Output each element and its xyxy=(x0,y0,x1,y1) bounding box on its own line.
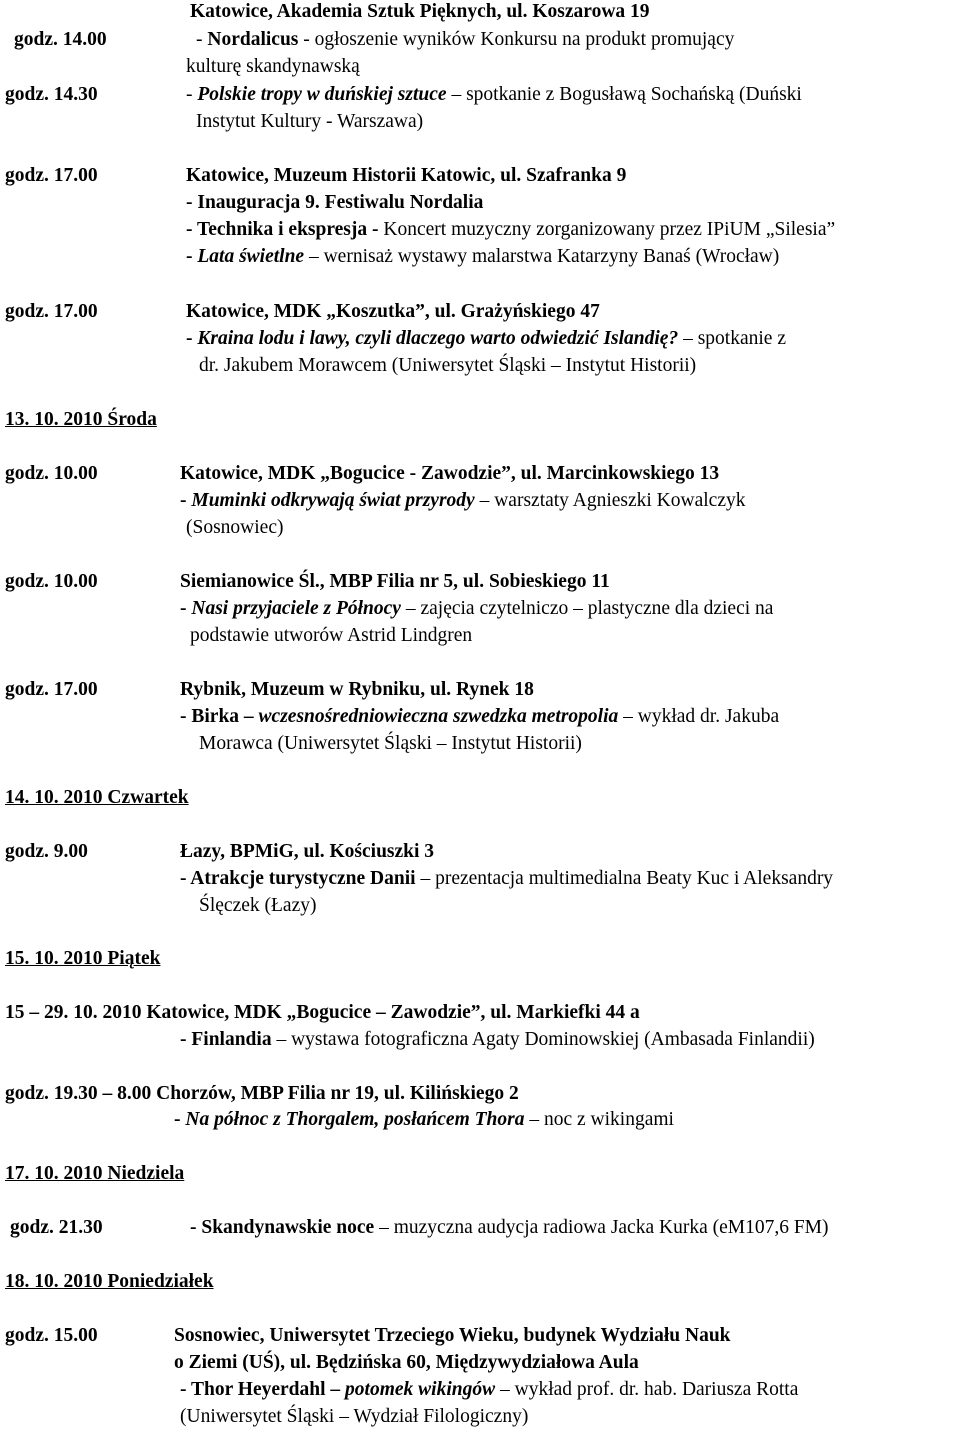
event-time: godz. 17.00 xyxy=(5,679,98,700)
event-time: godz. 14.00 xyxy=(14,29,107,50)
event-title: - Birka – xyxy=(180,706,259,727)
event-title: Lata świetlne xyxy=(197,246,305,267)
event-time: godz. 10.00 xyxy=(5,463,98,484)
event-title: - Skandynawskie noce xyxy=(190,1217,375,1238)
event-time: godz. 10.00 xyxy=(5,571,98,592)
event-time: godz. 17.00 xyxy=(5,165,98,186)
event-title: Na północ z Thorgalem, posłańcem Thora xyxy=(185,1109,525,1130)
dash: - xyxy=(186,246,198,267)
event-line xyxy=(180,1378,798,1402)
event-desc: – spotkanie z xyxy=(678,328,786,349)
event-line-cont: Ślęczek (Łazy) xyxy=(199,895,317,916)
event-title: Nasi przyjaciele z Północy xyxy=(191,598,401,619)
event-title: Kraina lodu i lawy, czyli dlaczego warto odwiedzić Islandię? xyxy=(197,328,679,349)
event-line-cont: dr. Jakubem Morawcem (Uniwersytet Śląski – Instytut Historii) xyxy=(199,355,697,376)
event-title: Nordalicus xyxy=(207,29,299,50)
event-line-cont: Instytut Kultury - Warszawa) xyxy=(196,111,424,132)
event-title: - Atrakcje turystyczne Danii xyxy=(180,868,416,889)
dash: - xyxy=(196,29,208,50)
event-time: godz. 17.00 xyxy=(5,301,98,322)
event-venue: Siemianowice Śl., MBP Filia nr 5, ul. Sobieskiego 11 xyxy=(180,571,610,592)
event-desc: Koncert muzyczny zorganizowany przez IPiUM „Silesia” xyxy=(378,219,836,240)
event-venue: Rybnik, Muzeum w Rybniku, ul. Rynek 18 xyxy=(180,679,534,700)
event-desc: – muzyczna audycja radiowa Jacka Kurka (eM107,6 FM) xyxy=(374,1217,829,1238)
dash: - xyxy=(186,84,198,105)
event-line xyxy=(186,83,802,107)
event-line xyxy=(196,28,734,52)
event-venue: Katowice, Muzeum Historii Katowic, ul. Szafranka 9 xyxy=(186,165,627,186)
event-line xyxy=(180,1028,815,1052)
event-desc: – wystawa fotograficzna Agaty Dominowskiej (Ambasada Finlandii) xyxy=(271,1029,815,1050)
event-venue: Katowice, MDK „Koszutka”, ul. Grażyńskiego 47 xyxy=(186,301,600,322)
event-desc: – wernisaż wystawy malarstwa Katarzyny Banaś (Wrocław) xyxy=(304,246,780,267)
event-desc: - ogłoszenie wyników Konkursu na produkt promujący xyxy=(298,29,735,50)
event-line xyxy=(180,597,773,621)
event-title: - Inauguracja 9. Festiwalu Nordalia xyxy=(186,192,484,213)
event-line xyxy=(186,327,786,351)
event-title: Muminki odkrywają świat przyrody xyxy=(191,490,475,511)
event-line-cont: Morawca (Uniwersytet Śląski – Instytut Historii) xyxy=(199,733,582,754)
venue-asp: Katowice, Akademia Sztuk Pięknych, ul. Koszarowa 19 xyxy=(190,1,650,22)
event-line-cont: (Sosnowiec) xyxy=(186,517,284,538)
event-line xyxy=(180,867,833,891)
event-line-cont: (Uniwersytet Śląski – Wydział Filologiczny) xyxy=(180,1406,529,1427)
day-heading-14: 14. 10. 2010 Czwartek xyxy=(5,787,189,808)
day-heading-18: 18. 10. 2010 Poniedziałek xyxy=(5,1271,214,1292)
event-line xyxy=(190,1216,829,1240)
event-desc: – noc z wikingami xyxy=(524,1109,674,1130)
event-venue: godz. 19.30 – 8.00 Chorzów, MBP Filia nr 19, ul. Kilińskiego 2 xyxy=(5,1083,519,1104)
event-desc: – wykład prof. dr. hab. Dariusza Rotta xyxy=(495,1379,799,1400)
event-desc: – wykład dr. Jakuba xyxy=(618,706,780,727)
event-title: potomek wikingów xyxy=(345,1379,496,1400)
dash: - xyxy=(186,328,198,349)
event-desc: – warsztaty Agnieszki Kowalczyk xyxy=(474,490,746,511)
event-venue: Katowice, MDK „Bogucice - Zawodzie”, ul. Marcinkowskiego 13 xyxy=(180,463,720,484)
event-line xyxy=(180,489,745,513)
day-heading-13: 13. 10. 2010 Środa xyxy=(5,409,157,430)
event-title: - Technika i ekspresja - xyxy=(186,219,379,240)
day-heading-17: 17. 10. 2010 Niedziela xyxy=(5,1163,185,1184)
event-line xyxy=(186,218,835,242)
event-venue: Sosnowiec, Uniwersytet Trzeciego Wieku, budynek Wydziału Nauk xyxy=(174,1325,731,1346)
event-line xyxy=(174,1108,674,1132)
event-desc: – spotkanie z Bogusławą Sochańską (Duński xyxy=(446,84,802,105)
event-desc: – prezentacja multimedialna Beaty Kuc i Aleksandry xyxy=(415,868,834,889)
dash: - xyxy=(174,1109,186,1130)
event-time: godz. 9.00 xyxy=(5,841,88,862)
event-line xyxy=(180,705,779,729)
dash: - xyxy=(180,490,192,511)
event-venue: 15 – 29. 10. 2010 Katowice, MDK „Bogucice – Zawodzie”, ul. Markiefki 44 a xyxy=(5,1002,640,1023)
event-title: Polskie tropy w duńskiej sztuce xyxy=(197,84,447,105)
event-venue: Łazy, BPMiG, ul. Kościuszki 3 xyxy=(180,841,435,862)
event-title: wczesnośredniowieczna szwedzka metropolia xyxy=(258,706,619,727)
event-line-cont: kulturę skandynawską xyxy=(186,56,360,77)
event-time: godz. 21.30 xyxy=(10,1217,103,1238)
event-time: godz. 15.00 xyxy=(5,1325,98,1346)
event-line-cont: podstawie utworów Astrid Lindgren xyxy=(190,625,473,646)
event-title: - Thor Heyerdahl – xyxy=(180,1379,346,1400)
event-time: godz. 14.30 xyxy=(5,84,98,105)
event-line xyxy=(186,245,779,269)
day-heading-15: 15. 10. 2010 Piątek xyxy=(5,948,161,969)
dash: - xyxy=(180,598,192,619)
event-title: - Finlandia xyxy=(180,1029,272,1050)
event-desc: – zajęcia czytelniczo – plastyczne dla dzieci na xyxy=(400,598,774,619)
event-venue-cont: o Ziemi (UŚ), ul. Będzińska 60, Międzywydziałowa Aula xyxy=(174,1352,639,1373)
